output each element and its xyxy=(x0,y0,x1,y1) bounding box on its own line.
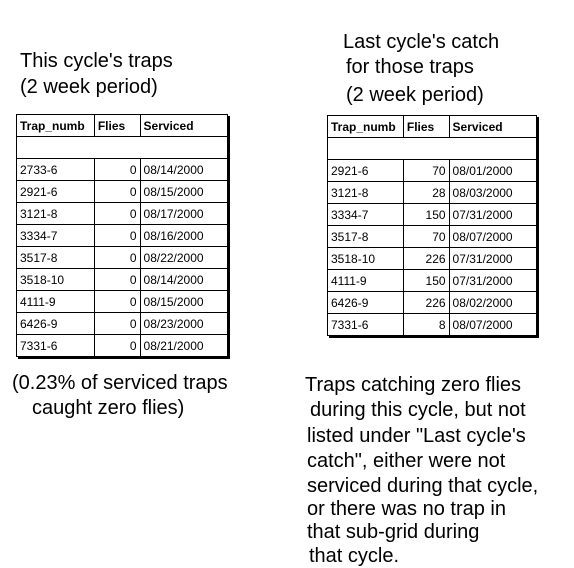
trap-number-cell: 2733-6 xyxy=(17,159,95,181)
flies-cell: 8 xyxy=(403,314,449,336)
left-title-line2: (2 week period) xyxy=(20,76,158,98)
trap-number-cell: 3121-8 xyxy=(17,203,95,225)
table-row xyxy=(328,226,537,248)
flies-cell: 226 xyxy=(403,248,449,270)
right-note-line: during this cycle, but not xyxy=(310,399,526,421)
serviced-cell: 08/16/2000 xyxy=(140,225,227,247)
right-note-line: serviced during that cycle, xyxy=(307,475,539,497)
flies-cell: 0 xyxy=(94,225,140,247)
trap-number-cell: 3334-7 xyxy=(328,204,404,226)
left-trap-table xyxy=(16,114,228,357)
serviced-cell: 08/15/2000 xyxy=(140,181,227,203)
table-row xyxy=(17,247,228,269)
right-note-line: that sub-grid during xyxy=(307,521,480,543)
table-row xyxy=(17,181,228,203)
flies-cell: 0 xyxy=(94,247,140,269)
trap-number-cell: 4111-9 xyxy=(17,291,95,313)
table-row xyxy=(17,335,228,357)
flies-cell: 150 xyxy=(403,204,449,226)
serviced-cell: 08/07/2000 xyxy=(449,314,536,336)
right-col-serviced: Serviced xyxy=(449,116,536,138)
serviced-cell: 08/14/2000 xyxy=(140,159,227,181)
trap-number-cell: 3518-10 xyxy=(17,269,95,291)
left-note-line1: (0.23% of serviced traps xyxy=(12,372,228,394)
left-col-flies: Flies xyxy=(94,115,140,137)
left-table-header-row xyxy=(17,115,228,137)
right-header-gap xyxy=(328,138,537,160)
serviced-cell: 07/31/2000 xyxy=(449,248,536,270)
flies-cell: 0 xyxy=(94,335,140,357)
table-row xyxy=(328,248,537,270)
right-note-line: that cycle. xyxy=(309,545,400,567)
table-row xyxy=(328,182,537,204)
flies-cell: 0 xyxy=(94,181,140,203)
table-row xyxy=(328,160,537,182)
trap-number-cell: 7331-6 xyxy=(328,314,404,336)
left-header-gap xyxy=(17,137,228,159)
serviced-cell: 08/15/2000 xyxy=(140,291,227,313)
flies-cell: 0 xyxy=(94,291,140,313)
trap-number-cell: 3518-10 xyxy=(328,248,404,270)
right-col-flies: Flies xyxy=(403,116,449,138)
table-row xyxy=(17,291,228,313)
serviced-cell: 08/07/2000 xyxy=(449,226,536,248)
table-row xyxy=(328,292,537,314)
right-title-line2: for those traps xyxy=(346,56,474,78)
flies-cell: 70 xyxy=(403,226,449,248)
table-row xyxy=(17,313,228,335)
flies-cell: 226 xyxy=(403,292,449,314)
trap-number-cell: 3517-8 xyxy=(328,226,404,248)
right-table-header-row xyxy=(328,116,537,138)
table-row xyxy=(328,204,537,226)
right-note-line: Traps catching zero flies xyxy=(305,374,522,396)
trap-number-cell: 2921-6 xyxy=(17,181,95,203)
serviced-cell: 08/22/2000 xyxy=(140,247,227,269)
trap-number-cell: 6426-9 xyxy=(328,292,404,314)
trap-number-cell: 7331-6 xyxy=(17,335,95,357)
right-note-line: catch", either were not xyxy=(307,450,506,472)
flies-cell: 0 xyxy=(94,203,140,225)
right-note-line: listed under "Last cycle's xyxy=(307,425,526,447)
right-title-line1: Last cycle's catch xyxy=(343,31,500,53)
trap-number-cell: 3121-8 xyxy=(328,182,404,204)
flies-cell: 70 xyxy=(403,160,449,182)
serviced-cell: 08/03/2000 xyxy=(449,182,536,204)
trap-number-cell: 4111-9 xyxy=(328,270,404,292)
serviced-cell: 08/01/2000 xyxy=(449,160,536,182)
left-title-line1: This cycle's traps xyxy=(20,50,173,72)
serviced-cell: 08/02/2000 xyxy=(449,292,536,314)
table-row xyxy=(17,159,228,181)
flies-cell: 0 xyxy=(94,313,140,335)
flies-cell: 28 xyxy=(403,182,449,204)
serviced-cell: 08/17/2000 xyxy=(140,203,227,225)
serviced-cell: 08/21/2000 xyxy=(140,335,227,357)
trap-number-cell: 6426-9 xyxy=(17,313,95,335)
trap-number-cell: 3334-7 xyxy=(17,225,95,247)
trap-number-cell: 3517-8 xyxy=(17,247,95,269)
flies-cell: 0 xyxy=(94,159,140,181)
flies-cell: 150 xyxy=(403,270,449,292)
table-row xyxy=(17,203,228,225)
serviced-cell: 07/31/2000 xyxy=(449,204,536,226)
left-col-serviced: Serviced xyxy=(140,115,227,137)
table-row xyxy=(328,270,537,292)
right-title-line3: (2 week period) xyxy=(346,84,484,106)
right-note-line: or there was no trap in xyxy=(307,498,506,520)
table-row xyxy=(328,314,537,336)
table-row xyxy=(17,225,228,247)
trap-number-cell: 2921-6 xyxy=(328,160,404,182)
left-note-line2: caught zero flies) xyxy=(32,397,185,419)
table-row xyxy=(17,269,228,291)
serviced-cell: 08/14/2000 xyxy=(140,269,227,291)
serviced-cell: 07/31/2000 xyxy=(449,270,536,292)
serviced-cell: 08/23/2000 xyxy=(140,313,227,335)
right-col-trap-number: Trap_numb xyxy=(328,116,404,138)
flies-cell: 0 xyxy=(94,269,140,291)
left-col-trap-number: Trap_numb xyxy=(17,115,95,137)
right-trap-table xyxy=(327,115,537,336)
